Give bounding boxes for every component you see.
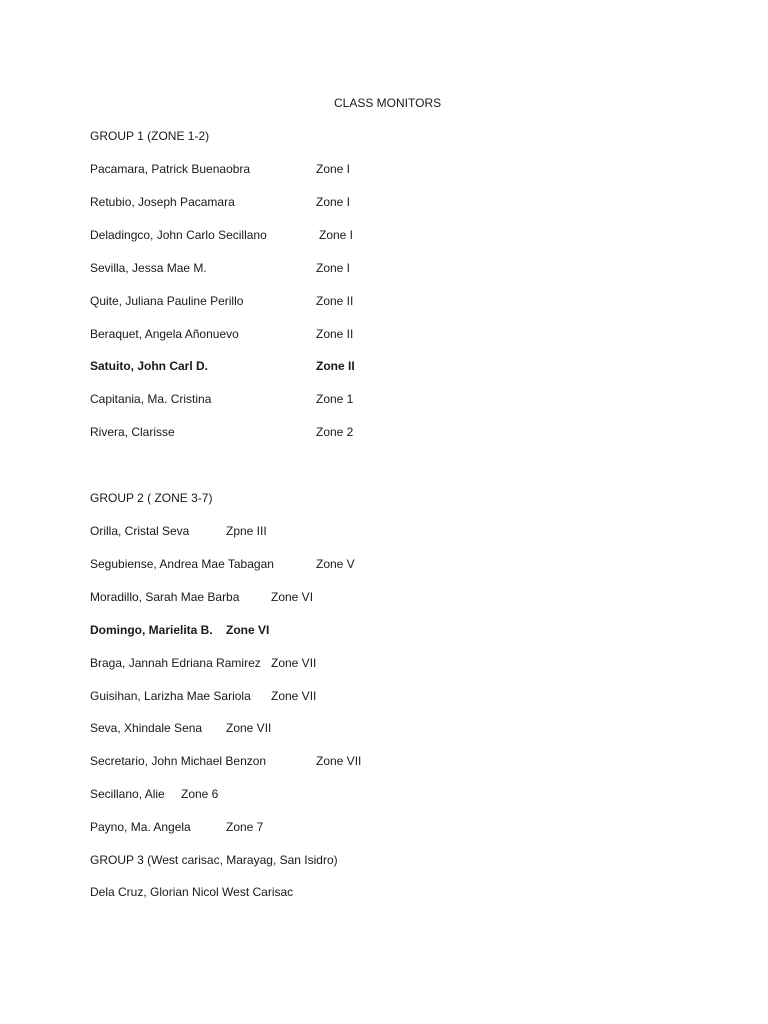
group2-row-name: Secillano, Alie — [90, 787, 165, 801]
group1-row-zone: Zone II — [316, 294, 354, 308]
group2-row-name: Orilla, Cristal Seva — [90, 524, 190, 538]
group1-row-name: Sevilla, Jessa Mae M. — [90, 261, 207, 275]
group2-row-zone: Zone VII — [226, 721, 272, 735]
group1-row-zone: Zone 1 — [316, 392, 354, 406]
group1-heading: GROUP 1 (ZONE 1-2) — [90, 129, 210, 143]
group2-row-name: Braga, Jannah Edriana Ramirez — [90, 656, 261, 670]
group2-heading: GROUP 2 ( ZONE 3-7) — [90, 491, 213, 505]
group1-row-name: Rivera, Clarisse — [90, 425, 175, 439]
group1-row-name: Beraquet, Angela Añonuevo — [90, 327, 239, 341]
group1-row-zone: Zone I — [316, 195, 351, 209]
group1-row-name: Capitania, Ma. Cristina — [90, 392, 212, 406]
group3-heading: GROUP 3 (West carisac, Marayag, San Isidro) — [90, 853, 338, 867]
group2-row-zone: Zone VII — [271, 689, 317, 703]
group1-row-zone: Zone II — [316, 359, 355, 373]
group1-row-zone: Zone II — [316, 327, 354, 341]
group1-row-name: Satuito, John Carl D. — [90, 359, 209, 373]
group1-row-name: Pacamara, Patrick Buenaobra — [90, 162, 251, 176]
group2-row-zone: Zpne III — [226, 524, 267, 538]
group2-row-name: Domingo, Marielita B. — [90, 623, 213, 637]
group2-row-zone: Zone VI — [271, 590, 314, 604]
group2-row-zone: Zone VII — [271, 656, 317, 670]
group2-row-name: Payno, Ma. Angela — [90, 820, 191, 834]
group1-row-name: Retubio, Joseph Pacamara — [90, 195, 235, 209]
group1-row-zone: Zone I — [316, 162, 351, 176]
group2-row-name: Segubiense, Andrea Mae Tabagan — [90, 557, 274, 571]
group2-row-name: Moradillo, Sarah Mae Barba — [90, 590, 240, 604]
group1-row-zone: Zone 2 — [316, 425, 354, 439]
document-title: CLASS MONITORS — [334, 96, 442, 110]
group2-row-zone: Zone VII — [316, 754, 362, 768]
group2-row-zone: Zone V — [316, 557, 355, 571]
group1-row-name: Deladingco, John Carlo Secillano — [90, 228, 267, 242]
group2-row-zone: Zone VI — [226, 623, 270, 637]
group3-row: Dela Cruz, Glorian Nicol West Carisac — [90, 885, 294, 899]
group2-row-name: Seva, Xhindale Sena — [90, 721, 203, 735]
group2-row-zone: Zone 7 — [226, 820, 264, 834]
group1-row-name: Quite, Juliana Pauline Perillo — [90, 294, 244, 308]
group2-row-name: Secretario, John Michael Benzon — [90, 754, 267, 768]
group2-row-name: Guisihan, Larizha Mae Sariola — [90, 689, 251, 703]
group1-row-zone: Zone I — [316, 261, 351, 275]
group1-row-zone: Zone I — [319, 228, 354, 242]
group2-row-zone: Zone 6 — [181, 787, 219, 801]
